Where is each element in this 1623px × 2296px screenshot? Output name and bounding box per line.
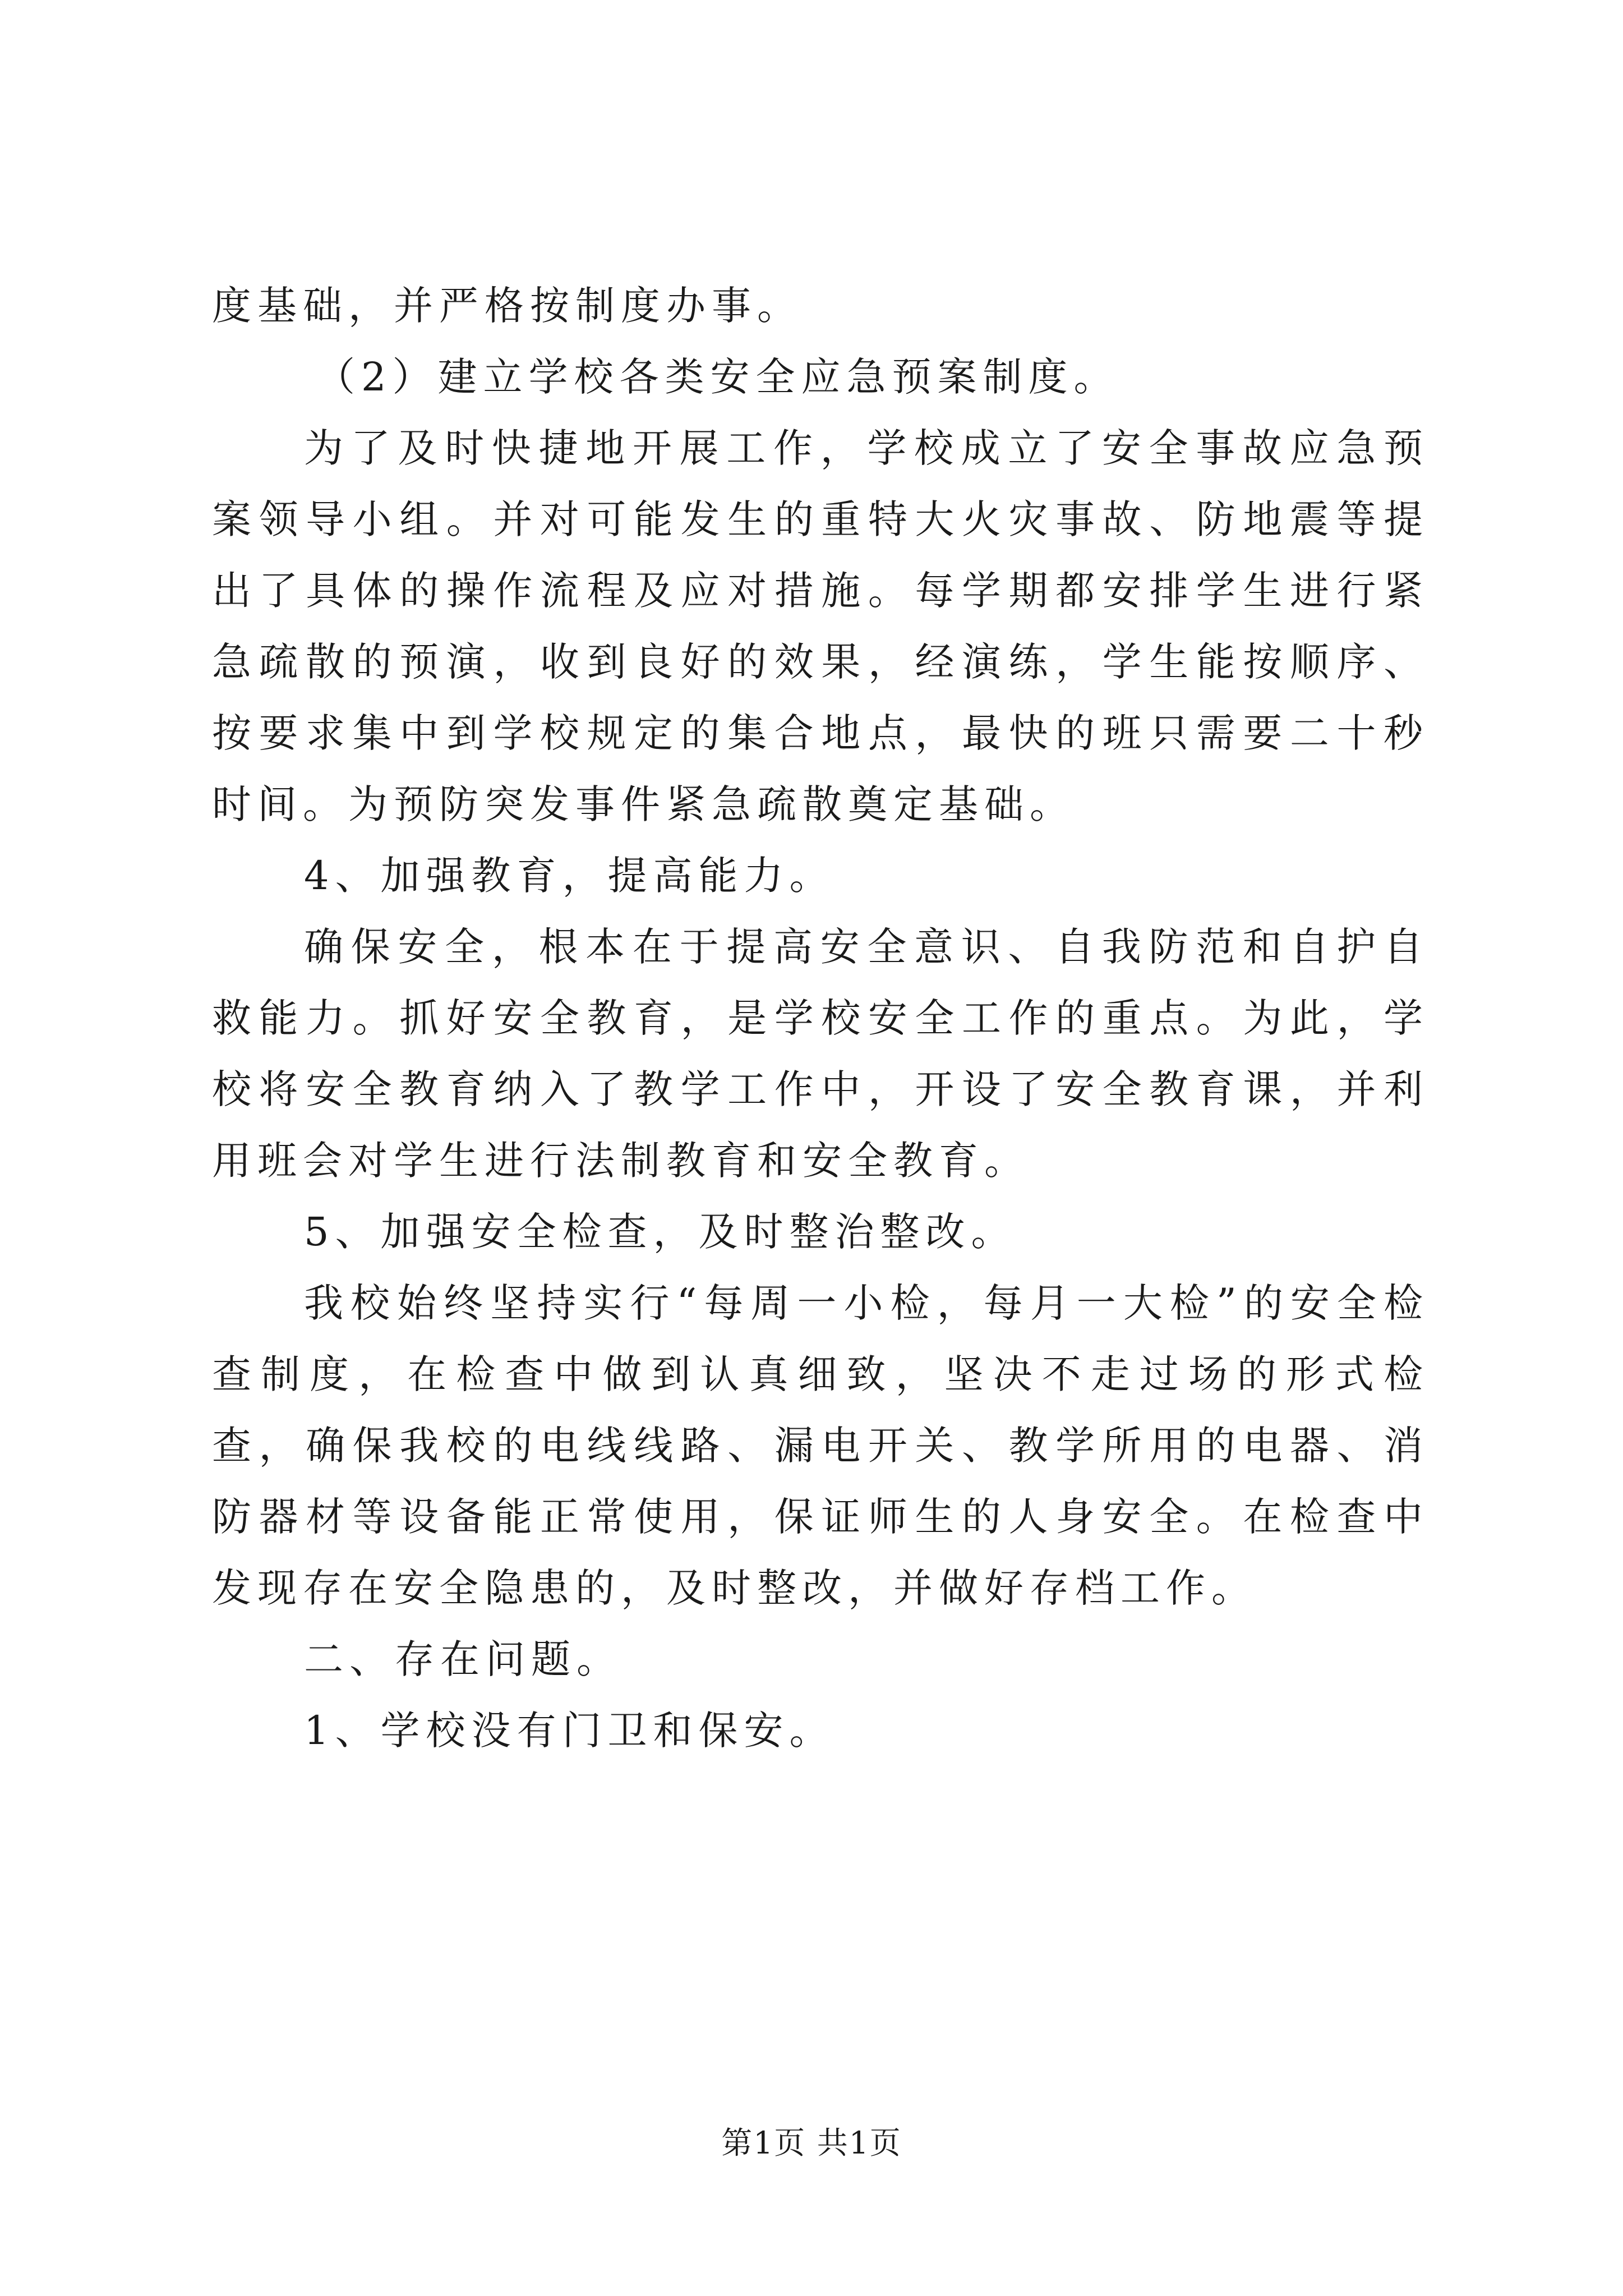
section-heading: 二、存在问题。 <box>304 1636 622 1682</box>
paragraph: 我校始终坚持实行“每周一小检，每月一大检”的安全检查制度，在检查中做到认真细致，坚决不走过场的形式检查，确保我校的电线线路、漏电开关、教学所用的电器、消防器材等设备能正常使用，保证师生的人身安全。在检查中发现存在安全隐患的，及时整改，并做好存档工作。 <box>212 1280 1429 1611</box>
section-heading: 4、加强教育，提高能力。 <box>304 853 835 899</box>
paragraph: 确保安全，根本在于提高安全意识、自我防范和自护自救能力。抓好安全教育，是学校安全工作的重点。为此，学校将安全教育纳入了教学工作中，开设了安全教育课，并利用班会对学生进行法制教育和安全教育。 <box>212 924 1429 1184</box>
section-heading: 1、学校没有门卫和保安。 <box>304 1708 835 1754</box>
section-heading: 5、加强安全检查，及时整治整改。 <box>304 1209 1017 1255</box>
paragraph: （2）建立学校各类安全应急预案制度。 <box>316 354 1119 400</box>
page-footer: 第1页 共1页 <box>721 2125 902 2161</box>
paragraph: 度基础，并严格按制度办事。 <box>212 283 803 329</box>
paragraph: 为了及时快捷地开展工作，学校成立了安全事故应急预案领导小组。并对可能发生的重特大火灾事故、防地震等提出了具体的操作流程及应对措施。每学期都安排学生进行紧急疏散的预演，收到良好的效果，经演练，学生能按顺序、按要求集中到学校规定的集合地点，最快的班只需要二十秒时间。为预防突发事件紧急疏散奠定基础。 <box>212 425 1429 827</box>
document-body <box>212 270 1429 1766</box>
